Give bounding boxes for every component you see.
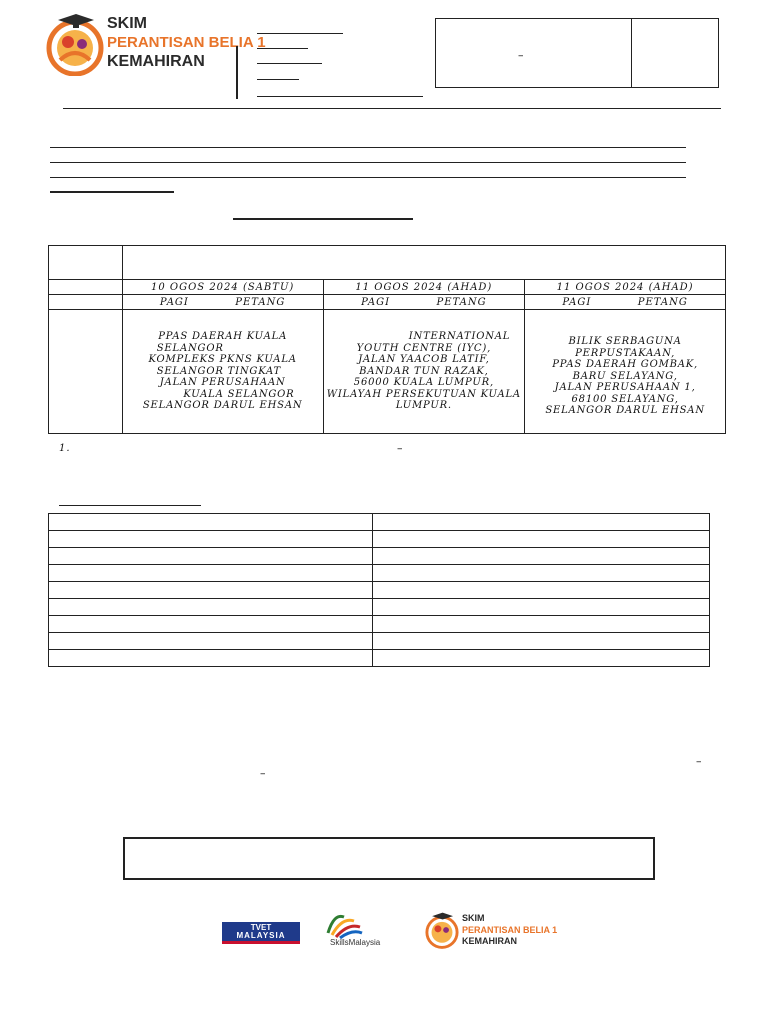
- day-3-date: 11 OGOS 2024 (AHAD): [525, 280, 726, 295]
- body-line-3: [50, 177, 686, 178]
- paragraph-dash-right: –: [696, 755, 702, 768]
- day-2-date: 11 OGOS 2024 (AHAD): [323, 280, 525, 295]
- grid-row: [49, 650, 710, 667]
- address-line-4: [257, 79, 299, 80]
- logo-line-skim: SKIM: [107, 15, 147, 32]
- day-2-location-line: INTERNATIONAL: [408, 331, 511, 343]
- grid-row: [49, 582, 710, 599]
- day-2-location-line: LUMPUR.: [395, 400, 452, 412]
- notice-box: [123, 837, 655, 880]
- skills-malaysia-emblem-icon: [324, 911, 364, 939]
- day-1-location-line: PPAS DAERAH KUALA: [158, 331, 288, 343]
- body-line-1: [50, 147, 686, 148]
- day-3-location-line: JALAN PERUSAHAAN 1,: [554, 382, 696, 393]
- tvet-malaysia-logo: [222, 922, 300, 944]
- day-2-pagi: PAGI: [361, 296, 391, 308]
- location-row-label-cell: [49, 310, 123, 434]
- schedule-header-label-cell: [49, 246, 123, 280]
- day-1-petang: PETANG: [235, 296, 286, 308]
- day-3-sessions: [525, 295, 726, 310]
- address-line-5: [257, 96, 423, 97]
- day-2-petang: PETANG: [436, 296, 487, 308]
- address-line-3: [257, 63, 322, 64]
- grid-row: [49, 633, 710, 650]
- day-1-location: [122, 310, 323, 434]
- detail-grid: [48, 513, 710, 667]
- day-2-location-line: 56000 KUALA LUMPUR,: [353, 377, 494, 389]
- note-dash: –: [397, 442, 403, 455]
- date-row-label-cell: [49, 280, 123, 295]
- reference-dash: –: [518, 49, 524, 62]
- skills-malaysia-logo: [322, 911, 402, 951]
- skim-logo: [44, 12, 266, 76]
- day-2-location-line: YOUTH CENTRE (IYC),: [356, 342, 492, 354]
- session-row-label-cell: [49, 295, 123, 310]
- grid-row: [49, 599, 710, 616]
- header-divider: [236, 46, 238, 99]
- day-2-location-line: JALAN YAACOB LATIF,: [358, 354, 490, 366]
- day-3-location-line: PPAS DAERAH GOMBAK,: [552, 359, 699, 370]
- footer-skim-emblem-icon: [424, 911, 460, 949]
- day-2-location: [323, 310, 525, 434]
- day-3-location-line: 68100 SELAYANG,: [571, 393, 679, 405]
- footer-logo-line-skim: SKIM: [462, 913, 485, 923]
- day-1-location-line: JALAN PERUSAHAAN: [159, 377, 286, 389]
- skills-malaysia-label: SkillsMalaysia: [330, 938, 381, 947]
- day-1-sessions: [122, 295, 323, 310]
- grid-row: [49, 514, 710, 531]
- day-1-location-line: SELANGOR: [156, 342, 224, 354]
- grid-row: [49, 616, 710, 633]
- reference-box: [435, 18, 719, 88]
- schedule-header-cell: [122, 246, 725, 280]
- grid-title-underline: [59, 505, 201, 506]
- reference-box-divider: [631, 19, 632, 87]
- address-line-2: [257, 48, 308, 49]
- day-1-location-line: KUALA SELANGOR: [183, 388, 295, 400]
- day-1-pagi: PAGI: [159, 296, 189, 308]
- day-1-location-line: SELANGOR TINGKAT: [156, 365, 282, 377]
- address-line-1: [257, 33, 343, 34]
- day-1-location-line: KOMPLEKS PKNS KUALA: [148, 354, 297, 366]
- header-rule: [63, 108, 721, 109]
- paragraph-dash-left: –: [260, 767, 266, 780]
- day-2-location-line: WILAYAH PERSEKUTUAN KUALA: [326, 388, 521, 400]
- day-1-location-line: SELANGOR DARUL EHSAN: [142, 400, 303, 412]
- footer-logo-line-perantisan: PERANTISAN BELIA 1: [462, 925, 558, 935]
- body-underline-short: [50, 191, 174, 193]
- grid-row: [49, 565, 710, 582]
- day-1-date: 10 OGOS 2024 (SABTU): [122, 280, 323, 295]
- footer-skim-logo: [424, 911, 558, 951]
- note-number: 1.: [59, 443, 71, 454]
- day-3-petang: PETANG: [637, 296, 688, 308]
- title-underline: [233, 218, 413, 220]
- day-3-location-line: BILIK SERBAGUNA PERPUSTAKAAN,: [568, 336, 682, 359]
- day-3-pagi: PAGI: [562, 296, 592, 308]
- day-3-location-line: BARU SELAYANG,: [572, 370, 678, 382]
- skim-emblem-icon: [44, 12, 106, 76]
- schedule-table: [48, 245, 726, 434]
- day-2-sessions: [323, 295, 525, 310]
- logo-line-kemahiran: KEMAHIRAN: [107, 53, 205, 70]
- logo-line-perantisan: PERANTISAN BELIA 1: [107, 34, 266, 51]
- grid-row: [49, 531, 710, 548]
- tvet-logo-line2: MALAYSIA: [236, 931, 286, 940]
- tvet-logo-line1: TVET: [250, 923, 272, 932]
- footer-logo-line-kemahiran: KEMAHIRAN: [462, 936, 517, 946]
- day-3-location-line: SELANGOR DARUL EHSAN: [545, 405, 705, 416]
- day-3-location: [525, 310, 726, 434]
- grid-row: [49, 548, 710, 565]
- day-2-location-line: BANDAR TUN RAZAK,: [359, 365, 489, 377]
- body-line-2: [50, 162, 686, 163]
